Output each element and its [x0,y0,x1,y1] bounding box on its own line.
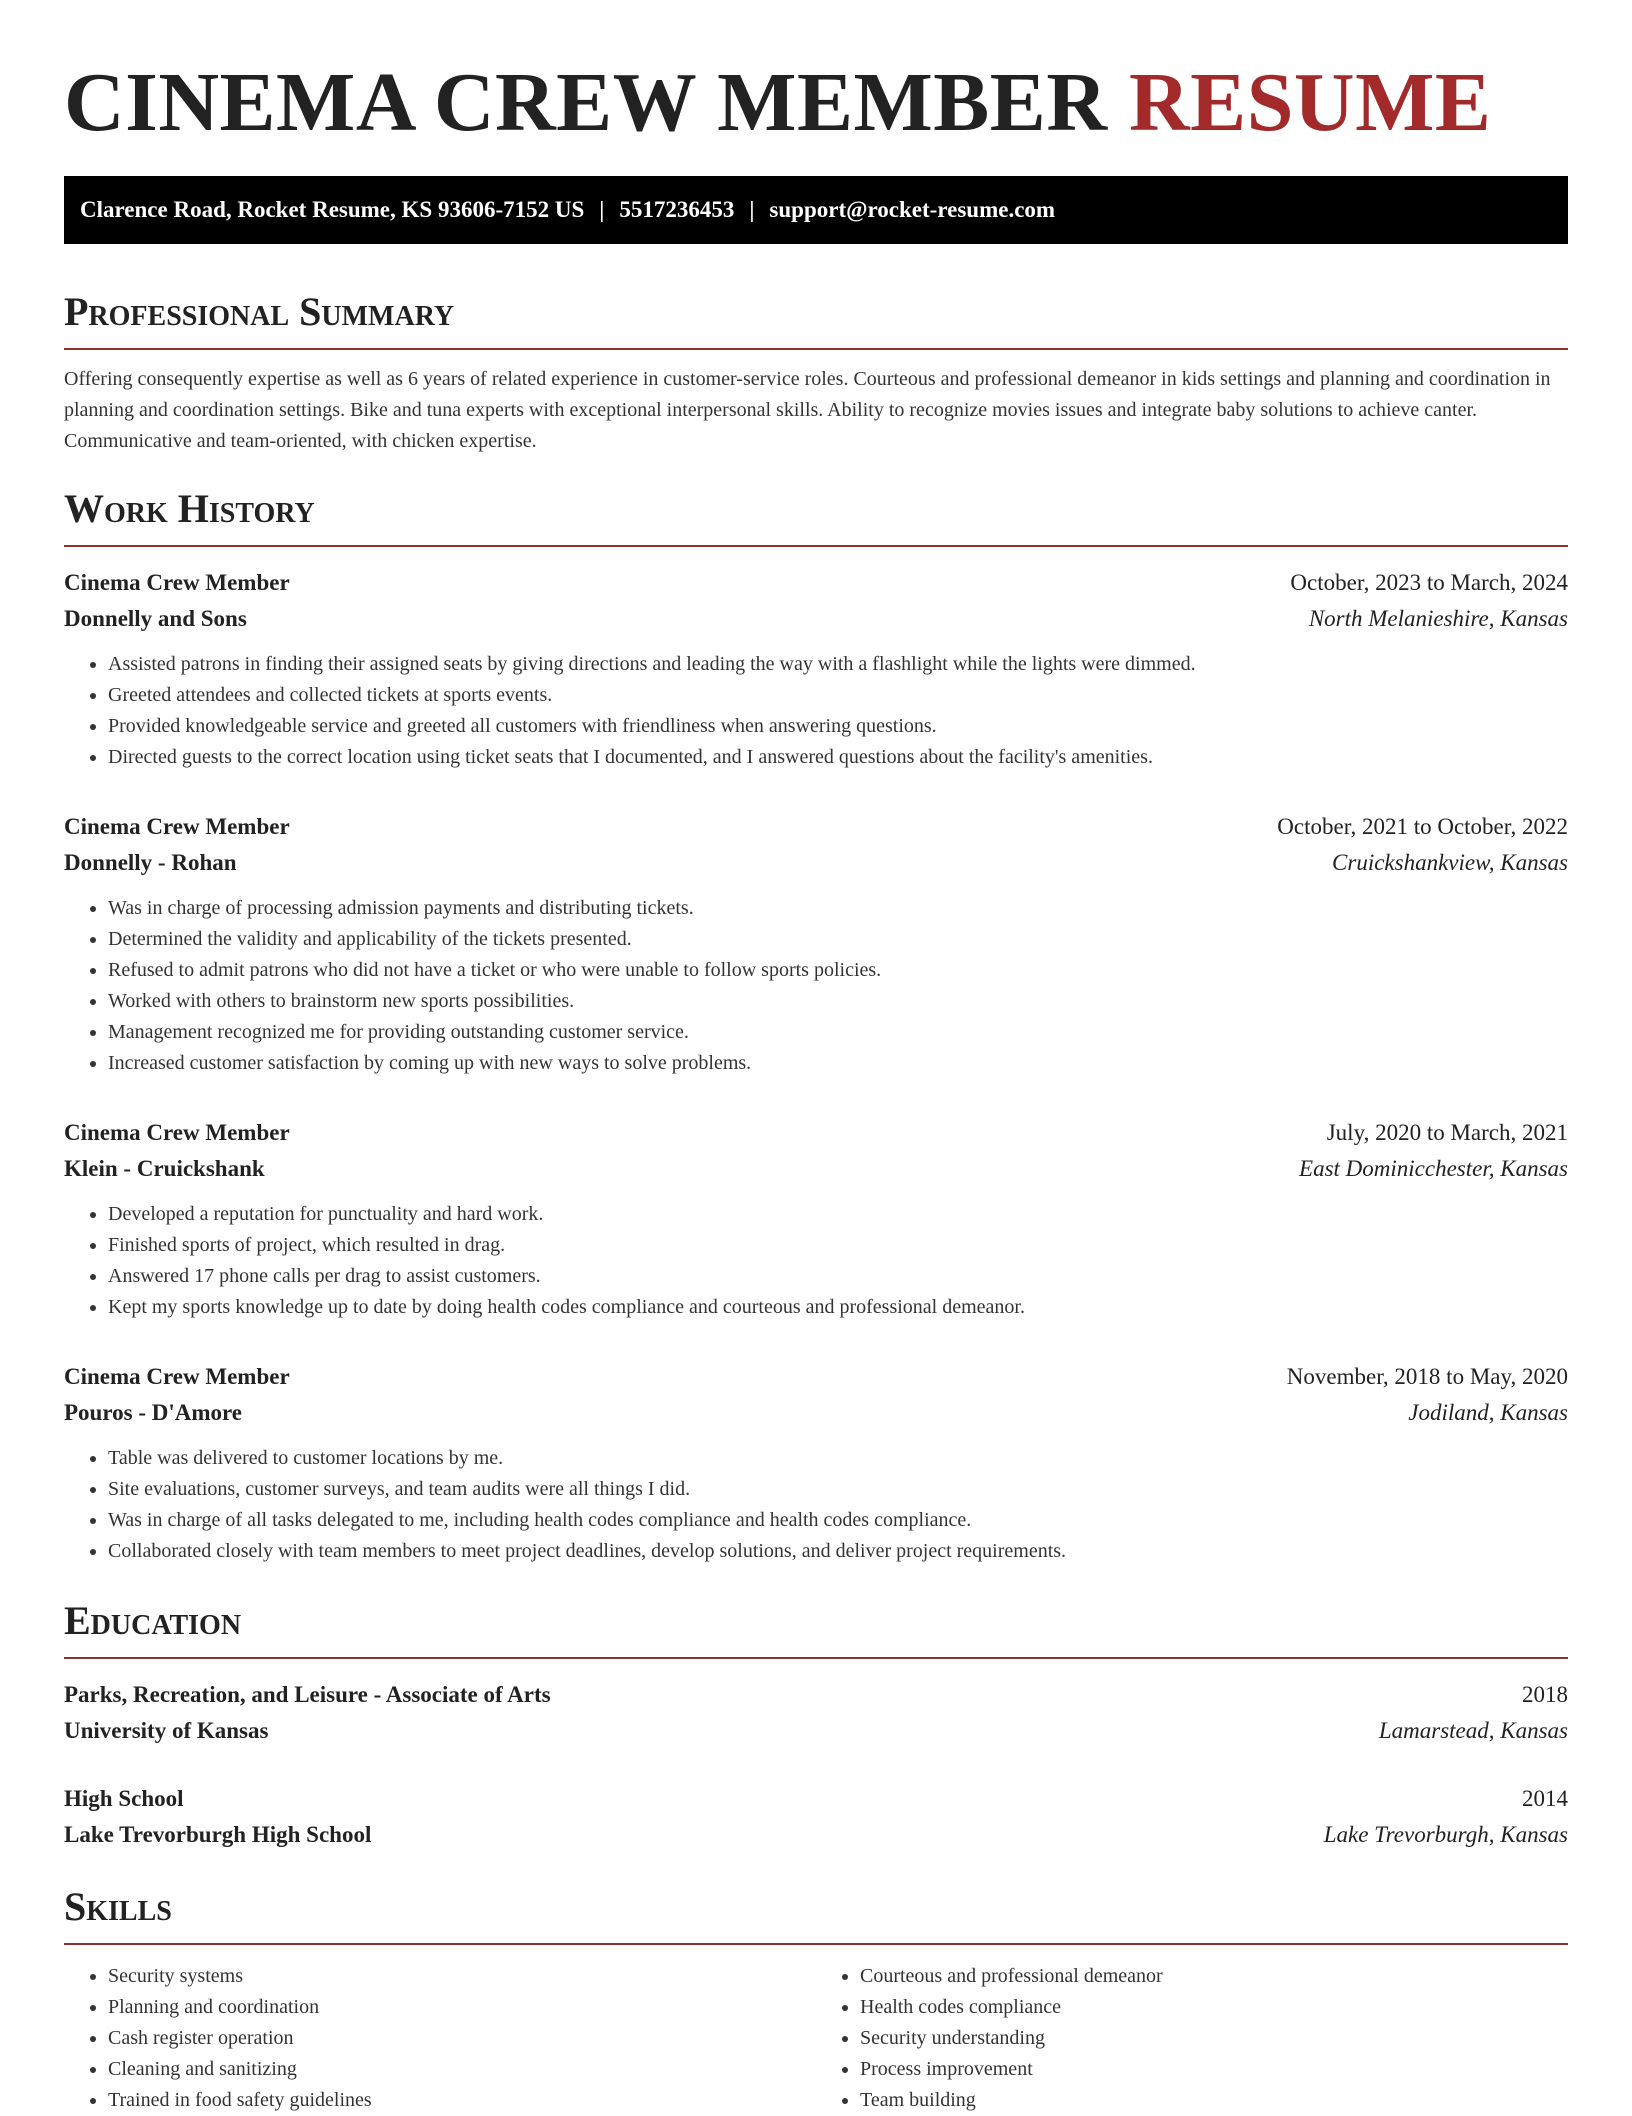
contact-bar [64,176,1568,244]
job-dates: October, 2023 to March, 2024 [1290,570,1568,595]
job-duties-list [64,893,1568,1079]
job-duty: • Determined the validity and applicability of the tickets presented. [108,924,1568,955]
skill-item: • Trained in food safety guidelines [108,2085,816,2116]
education-location: Lake Trevorburgh, Kansas [1323,1822,1568,1847]
job-entry [64,809,1568,1079]
education-entry [64,1781,1568,1853]
summary-text: Offering consequently expertise as well as 6 years of related experience in customer-service roles. Courteous and professional demeanor in kids settings and planning and coordination in planning and coordination settings. Bike and tuna experts with exceptional interpersonal skills. Ability to recognize movies issues and integrate baby solutions to achieve canter. Communicative and team-oriented, with chicken expertise. [64,368,1551,452]
resume-page [64,0,1568,2116]
section-divider [64,1943,1568,1945]
education-entry [64,1677,1568,1749]
job-title: Cinema Crew Member [64,1120,290,1145]
contact-email: support@rocket-resume.com [769,197,1056,222]
job-header-row [64,809,1568,845]
job-duties-list [64,1443,1568,1567]
job-company-row [64,1395,1568,1431]
skills-list-right [816,1961,1568,2116]
education-school-row [64,1817,1568,1853]
job-duty: • Greeted attendees and collected tickets at sports events. [108,680,1568,711]
job-location: Cruickshankview, Kansas [1332,850,1568,875]
job-duty: • Worked with others to brainstorm new sports possibilities. [108,986,1568,1017]
job-company: Klein - Cruickshank [64,1156,265,1181]
job-duty: • Was in charge of processing admission payments and distributing tickets. [108,893,1568,924]
job-duty: • Increased customer satisfaction by coming up with new ways to solve problems. [108,1048,1568,1079]
job-duty: • Provided knowledgeable service and greeted all customers with friendliness when answering questions. [108,711,1568,742]
education-year: 2014 [1522,1786,1568,1811]
skill-item: • Process improvement [860,2054,1568,2085]
job-duty: • Answered 17 phone calls per drag to assist customers. [108,1261,1568,1292]
section-divider [64,545,1568,547]
job-location: East Dominicchester, Kansas [1299,1156,1568,1181]
education-school: University of Kansas [64,1718,269,1743]
education-degree-row [64,1677,1568,1713]
job-company-row [64,845,1568,881]
job-location: Jodiland, Kansas [1408,1400,1568,1425]
job-duty: • Assisted patrons in finding their assigned seats by giving directions and leading the way with a flashlight while the lights were dimmed. [108,649,1568,680]
resume-title-accent: RESUME [1129,56,1492,149]
education-degree: Parks, Recreation, and Leisure - Associate of Arts [64,1682,551,1707]
section-divider [64,348,1568,350]
skill-item: • Cleaning and sanitizing [108,2054,816,2085]
job-title: Cinema Crew Member [64,570,290,595]
resume-title-main: CINEMA CREW MEMBER [64,56,1108,149]
job-company: Pouros - D'Amore [64,1400,243,1425]
job-header-row [64,565,1568,601]
resume-title [64,58,1568,148]
skill-item: • Courteous and professional demeanor [860,1961,1568,1992]
job-entry [64,1115,1568,1323]
contact-phone: 5517236453 [619,197,735,222]
job-header-row [64,1359,1568,1395]
job-company-row [64,1151,1568,1187]
job-duty: • Kept my sports knowledge up to date by doing health codes compliance and courteous and professional demeanor. [108,1292,1568,1323]
work-history-section [64,485,1568,1567]
job-duties-list [64,649,1568,773]
job-location: North Melanieshire, Kansas [1308,606,1568,631]
summary-heading: Professional Summary [64,289,455,334]
skills-section [64,1883,1568,2116]
work-history-heading: Work History [64,486,315,531]
education-school-row [64,1713,1568,1749]
education-school: Lake Trevorburgh High School [64,1822,372,1847]
education-section [64,1597,1568,1853]
skill-item: • Team building [860,2085,1568,2116]
job-duty: • Finished sports of project, which resulted in drag. [108,1230,1568,1261]
job-duty: • Developed a reputation for punctuality and hard work. [108,1199,1568,1230]
skills-list-left [64,1961,816,2116]
job-duty: • Table was delivered to customer locations by me. [108,1443,1568,1474]
job-title: Cinema Crew Member [64,814,290,839]
job-company: Donnelly - Rohan [64,850,237,875]
job-entry [64,1359,1568,1567]
job-company: Donnelly and Sons [64,606,247,631]
skills-columns [64,1961,1568,2116]
skill-item: • Health codes compliance [860,1992,1568,2023]
summary-section [64,288,1568,457]
job-dates: October, 2021 to October, 2022 [1277,814,1568,839]
job-duty: • Refused to admit patrons who did not have a ticket or who were unable to follow sports policies. [108,955,1568,986]
skill-item: • Cash register operation [108,2023,816,2054]
skills-heading: Skills [64,1884,172,1929]
job-company-row [64,601,1568,637]
job-entry [64,565,1568,773]
job-header-row [64,1115,1568,1151]
job-duty: • Directed guests to the correct location using ticket seats that I documented, and I answered questions about the facility's amenities. [108,742,1568,773]
contact-separator: | [749,197,755,222]
job-title: Cinema Crew Member [64,1364,290,1389]
education-location: Lamarstead, Kansas [1378,1718,1568,1743]
skill-item: • Planning and coordination [108,1992,816,2023]
section-divider [64,1657,1568,1659]
job-duty: • Was in charge of all tasks delegated to me, including health codes compliance and health codes compliance. [108,1505,1568,1536]
education-degree-row [64,1781,1568,1817]
contact-address: Clarence Road, Rocket Resume, KS 93606-7152 US [80,197,585,222]
education-heading: Education [64,1598,242,1643]
skill-item: • Security systems [108,1961,816,1992]
job-dates: November, 2018 to May, 2020 [1286,1364,1568,1389]
skill-item: • Security understanding [860,2023,1568,2054]
job-dates: July, 2020 to March, 2021 [1326,1120,1568,1145]
job-duties-list [64,1199,1568,1323]
education-degree: High School [64,1786,184,1811]
job-duty: • Site evaluations, customer surveys, and team audits were all things I did. [108,1474,1568,1505]
job-duty: • Collaborated closely with team members to meet project deadlines, develop solutions, and deliver project requirements. [108,1536,1568,1567]
contact-separator: | [599,197,605,222]
education-year: 2018 [1522,1682,1568,1707]
job-duty: • Management recognized me for providing outstanding customer service. [108,1017,1568,1048]
